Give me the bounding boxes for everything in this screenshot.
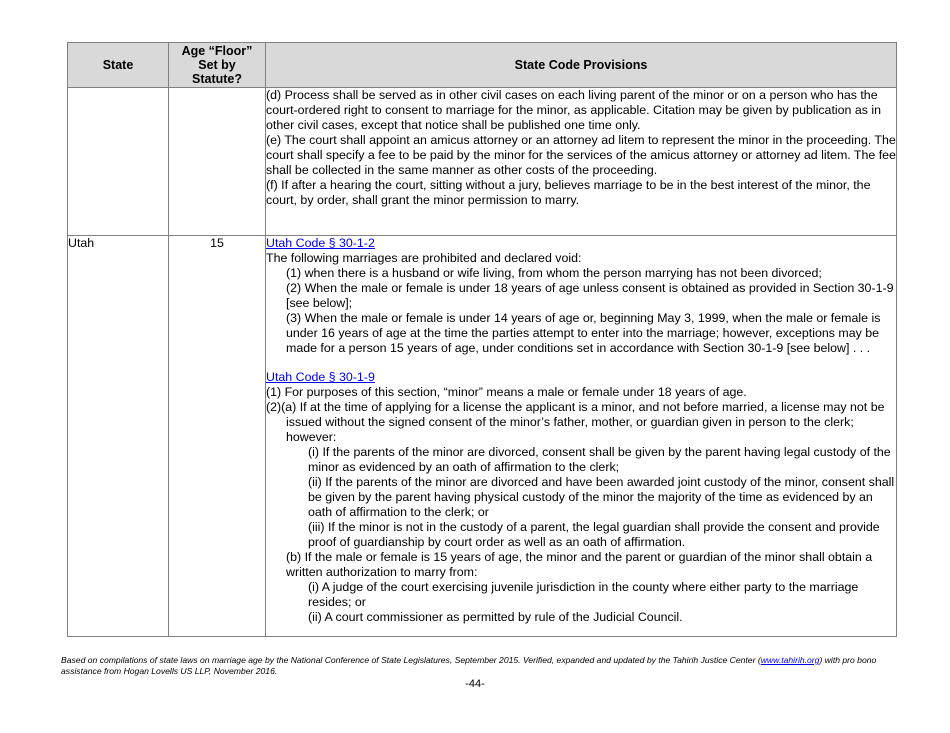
provision-subitem: (i) If the parents of the minor are divorced, consent shall be given by the parent having legal custody of the minor as evidenced by an oath of affirmation to the clerk;: [308, 445, 891, 474]
provision-paragraph: (e) The court shall appoint an amicus attorney or an attorney ad litem to represent the minor in the proceeding. The court shall specify a fee to be paid by the minor for the services of the amicus attorney or attorney ad litem. The fee shall be collected in the same manner as other costs of the proceeding.: [266, 133, 896, 177]
provision-subitem: (ii) If the parents of the minor are divorced and have been awarded joint custody of the minor, consent shall be given by the parent having physical custody of the minor the majority of the time as evidenced by an oath of affirmation to the clerk; or: [308, 475, 895, 519]
header-provisions: State Code Provisions: [266, 43, 897, 88]
age-cell: 15: [169, 236, 266, 637]
provision-item: (2)(a) If at the time of applying for a license the applicant is a minor, and not before married, a license may not be issued without the signed consent of the minor’s father, mother, or guardian given in person to the clerk; however:: [266, 400, 885, 444]
code-link-30-1-9[interactable]: Utah Code § 30-1-9: [266, 370, 375, 384]
header-row: [68, 43, 897, 88]
table-row: [68, 236, 897, 637]
provision-item: (3) When the male or female is under 14 years of age or, beginning May 3, 1999, when the male or female is under 16 years of age at the time the parties attempt to enter into the marriage; however, exceptions may be made for a person 15 years of age, under conditions set in accordance with Section 30-1-9 [see below] . . .: [286, 311, 881, 355]
header-age-line1: Age “Floor”: [181, 44, 253, 58]
header-age-floor: [169, 43, 266, 88]
provision-intro: The following marriages are prohibited and declared void:: [266, 251, 582, 265]
header-age-line3: Statute?: [192, 72, 242, 86]
header-age-line2: Set by: [198, 58, 236, 72]
provision-item: (1) when there is a husband or wife living, from whom the person marrying has not been divorced;: [286, 266, 822, 280]
provisions-cell: [266, 88, 897, 236]
age-cell: [169, 88, 266, 236]
page-number: -44-: [465, 678, 485, 690]
header-state: State: [68, 43, 169, 88]
provisions-cell: [266, 236, 897, 637]
provision-paragraph: (f) If after a hearing the court, sitting without a jury, believes marriage to be in the best interest of the minor, the court, by order, shall grant the minor permission to marry.: [266, 178, 871, 207]
provision-paragraph: (d) Process shall be served as in other civil cases on each living parent of the minor or on a person who has the court-ordered right to consent to marriage for the minor, as applicable. Citation may be given by publication as in other civil cases, except that notice shall be published one time only.: [266, 88, 882, 132]
table-row: [68, 88, 897, 236]
provision-subitem: (iii) If the minor is not in the custody of a parent, the legal guardian shall provide the consent and provide proof of guardianship by court order as well as an oath of affirmation.: [308, 520, 880, 549]
provision-item: (b) If the male or female is 15 years of age, the minor and the parent or guardian of the minor shall obtain a written authorization to marry from:: [286, 550, 873, 579]
footer-link[interactable]: www.tahirih.org: [760, 655, 820, 665]
provision-item: (2) When the male or female is under 18 years of age unless consent is obtained as provided in Section 30-1-9 [see below];: [286, 281, 894, 310]
footer-text-before: Based on compilations of state laws on marriage age by the National Conference of State Legislatures, September 2015. Verified, expanded and updated by the Tahirih Justice Center (: [61, 655, 761, 665]
state-provisions-table: [67, 42, 897, 637]
provision-definition: (1) For purposes of this section, “minor” means a male or female under 18 years of age.: [266, 385, 747, 399]
provision-subitem: (ii) A court commissioner as permitted by rule of the Judicial Council.: [308, 610, 683, 624]
provision-subitem: (i) A judge of the court exercising juvenile jurisdiction in the county where either party to the marriage resides; or: [308, 580, 859, 609]
code-link-30-1-2[interactable]: Utah Code § 30-1-2: [266, 236, 375, 250]
state-cell: Utah: [68, 236, 169, 637]
footer-note: [61, 655, 891, 677]
state-cell: [68, 88, 169, 236]
footer-text-after: ) with pro bono assistance from Hogan Lovells US LLP, November 2016.: [61, 655, 877, 676]
